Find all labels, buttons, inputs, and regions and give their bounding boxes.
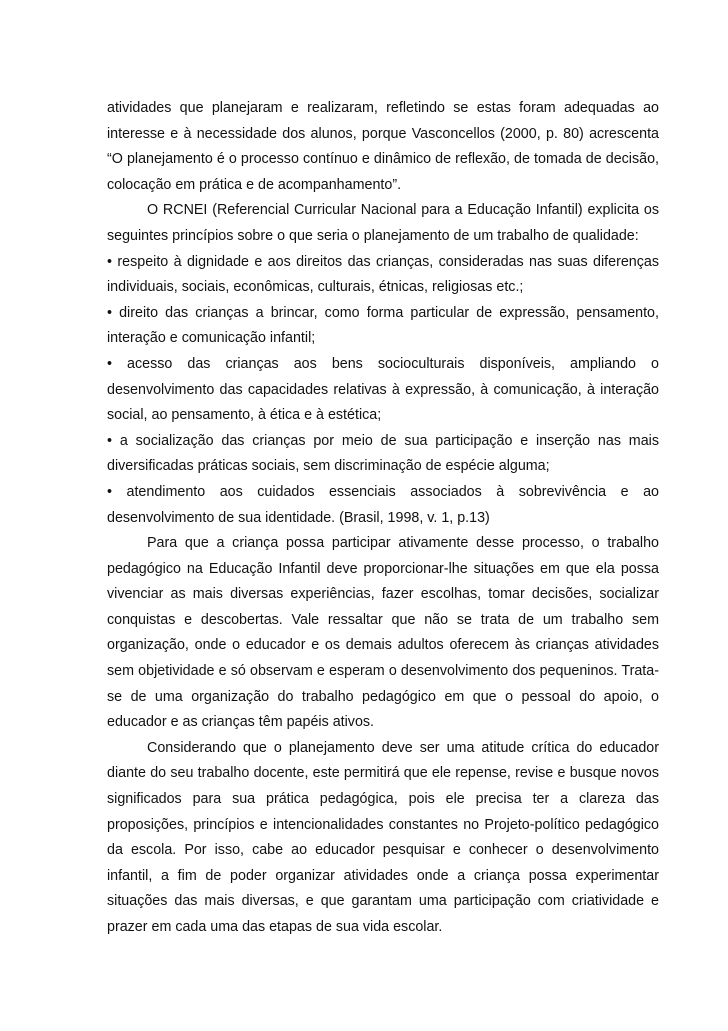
paragraph-planejamento-critico: Considerando que o planejamento deve ser uma atitude crítica do educador diante do seu trabalho docente, este permitirá que ele repense, revise e busque novos significados para sua prática pedagógica, pois ele precisa ter a clareza das proposições, princípios e intencionalidades constantes no Projeto-político pedagógico da escola. Por isso, cabe ao educador pesquisar e conhecer o desenvolvimento infantil, a fim de poder organizar atividades onde a criança possa experimentar situações das mais diversas, e que garantam uma participação com criatividade e prazer em cada uma das etapas de sua vida escolar.: [107, 739, 659, 935]
bullet-item-respeito: • respeito à dignidade e aos direitos das crianças, consideradas nas suas diferenças individuais, sociais, econômicas, culturais, étnicas, religiosas etc.;: [107, 253, 659, 296]
bullet-item-socializacao: • a socialização das crianças por meio de sua participação e inserção nas mais diversificadas práticas sociais, sem discriminação de espécie alguma;: [107, 432, 659, 475]
bullet-item-atendimento: • atendimento aos cuidados essenciais associados à sobrevivência e ao desenvolvimento de sua identidade. (Brasil, 1998, v. 1, p.13): [107, 483, 659, 526]
bullet-item-direito: • direito das crianças a brincar, como forma particular de expressão, pensamento, interação e comunicação infantil;: [107, 304, 659, 347]
paragraph-trabalho-pedagogico: Para que a criança possa participar ativamente desse processo, o trabalho pedagógico na Educação Infantil deve proporcionar-lhe situações em que ela possa vivenciar as mais diversas experiências, fazer escolhas, tomar decisões, socializar conquistas e descobertas. Vale ressaltar que não se trata de um trabalho sem organização, onde o educador e os demais adultos oferecem às crianças atividades sem objetividade e só observam e esperam o desenvolvimento dos pequeninos. Trata-se de uma organização do trabalho pedagógico em que o pessoal do apoio, o educador e as crianças têm papéis ativos.: [107, 535, 659, 731]
bullet-item-acesso: • acesso das crianças aos bens socioculturais disponíveis, ampliando o desenvolvimento das capacidades relativas à expressão, à comunicação, à interação social, ao pensamento, à ética e à estética;: [107, 355, 659, 424]
document-page: [107, 96, 659, 941]
paragraph-rcnei: O RCNEI (Referencial Curricular Nacional para a Educação Infantil) explicita os seguintes princípios sobre o que seria o planejamento de um trabalho de qualidade:: [107, 202, 659, 244]
paragraph-intro: atividades que planejaram e realizaram, refletindo se estas foram adequadas ao interesse e à necessidade dos alunos, porque Vasconcellos (2000, p. 80) acrescenta “O planejamento é o processo contínuo e dinâmico de reflexão, de tomada de decisão, colocação em prática e de acompanhamento”.: [107, 100, 659, 193]
